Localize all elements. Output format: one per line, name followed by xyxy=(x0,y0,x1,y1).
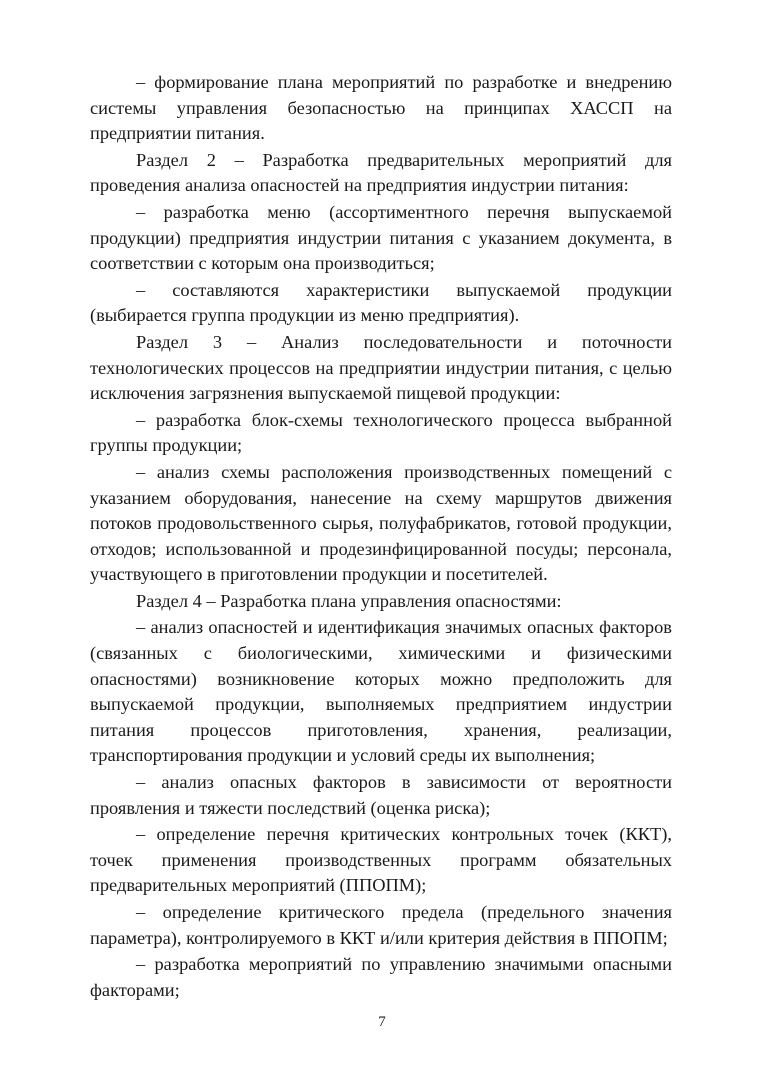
paragraph-haccp-plan: – формирование плана мероприятий по разработке и внедрению системы управления безопасностью на принципах ХАССП на предприятии питания. xyxy=(90,72,672,144)
paragraph-section-2-title: Раздел 2 – Разработка предварительных мероприятий для проведения анализа опасностей на предприятия индустрии питания: xyxy=(90,149,672,196)
paragraph-section-3-title: Раздел 3 – Анализ последовательности и поточности технологических процессов на предприятии индустрии питания, с целью исключения загрязнения выпускаемой пищевой продукции: xyxy=(90,331,672,404)
paragraph-premises-analysis: – анализ схемы расположения производственных помещений с указанием оборудования, нанесение на схему маршрутов движения потоков продовольственного сырья, полуфабрикатов, готовой продукции, отходов; использованной и продезинфицированной посуды; персонала, участвующего в приготовлении продукции и посетителей. xyxy=(90,461,672,585)
paragraph-control-measures: – разработка мероприятий по управлению значимыми опасными факторами; xyxy=(90,954,672,1000)
paragraph-hazard-identification: – анализ опасностей и идентификация значимых опасных факторов (связанных с биологическими, химическими и физическими опасностями) возникновение которых можно предположить для выпускаемой продукции, выполняемых предприятием индустрии питания процессов приготовления, хранения, реализации, транспортирования продукции и условий среды их выполнения; xyxy=(90,617,672,766)
page-body xyxy=(90,70,672,1003)
paragraph-menu-development: – разработка меню (ассортиментного перечня выпускаемой продукции) предприятия индустрии питания с указанием документа, в соответствии с которым она производиться; xyxy=(90,201,672,274)
paragraph-risk-assessment: – анализ опасных факторов в зависимости от вероятности проявления и тяжести последствий (оценка риска); xyxy=(90,772,672,818)
paragraph-flow-chart: – разработка блок-схемы технологического процесса выбранной группы продукции; xyxy=(90,409,672,456)
paragraph-ccp-list: – определение перечня критических контрольных точек (ККТ), точек применения производственных программ обязательных предварительных мероприятий (ППОПМ); xyxy=(90,824,672,896)
page-number: 7 xyxy=(378,1014,386,1030)
paragraph-product-characteristics: – составляются характеристики выпускаемой продукции (выбирается группа продукции из меню предприятия). xyxy=(90,279,672,326)
paragraph-critical-limit: – определение критического предела (предельного значения параметра), контролируемого в ККТ и/или критерия действия в ППОПМ; xyxy=(90,902,672,948)
paragraph-section-4-title: Раздел 4 – Разработка плана управления опасностями: xyxy=(136,590,562,611)
